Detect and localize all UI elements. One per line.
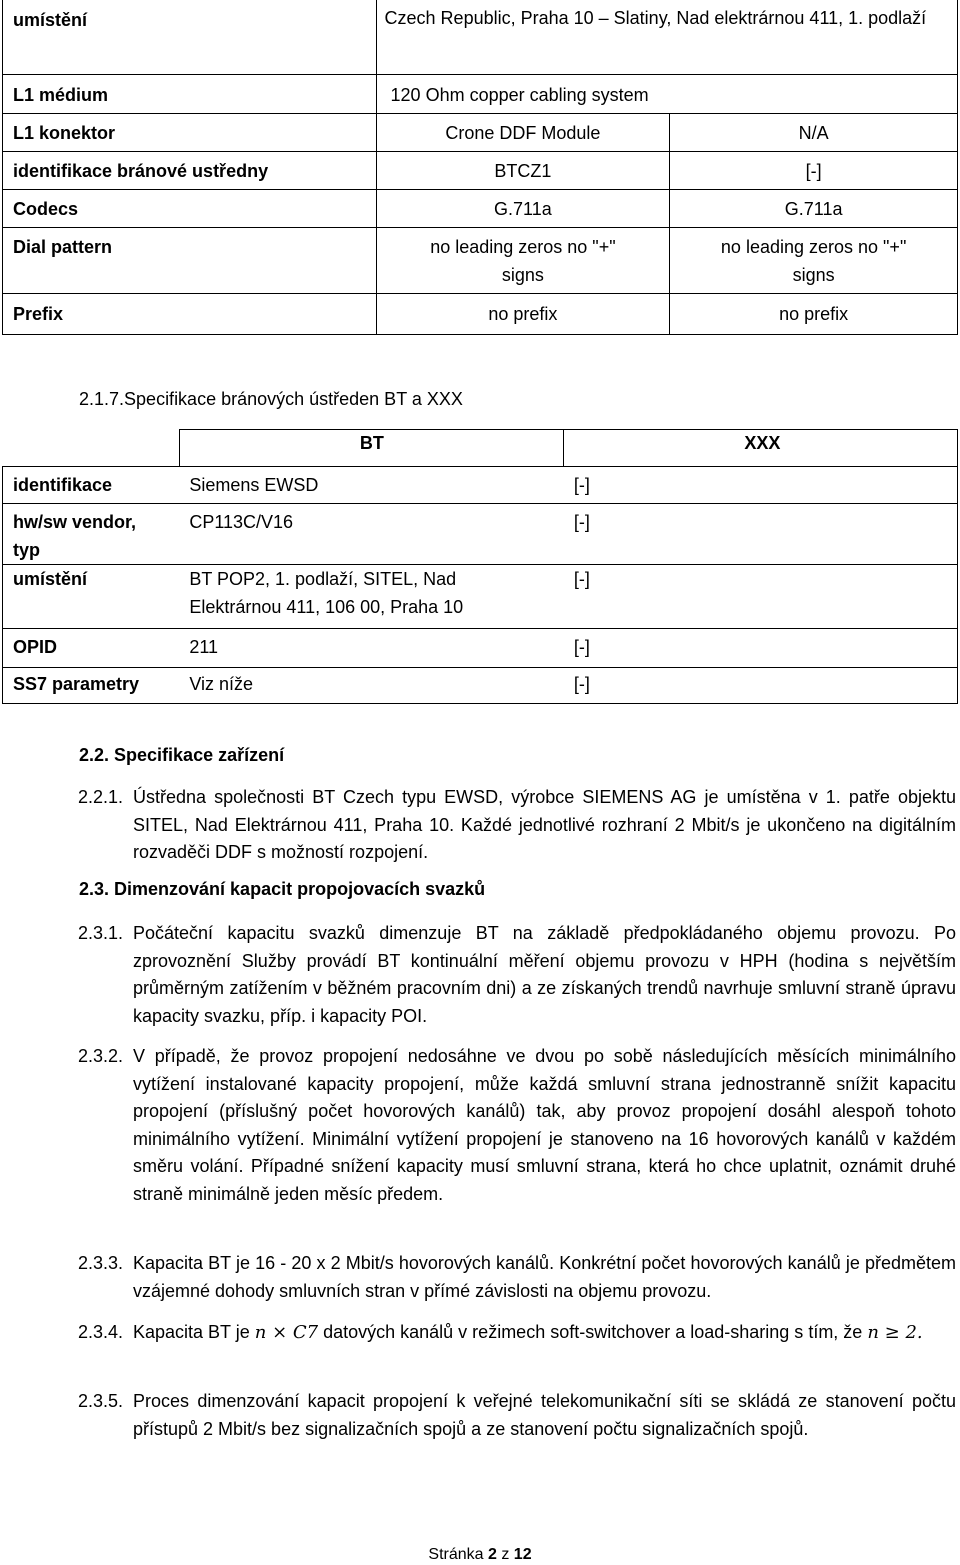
vendor-bt: CP113C/V16 [179, 504, 564, 565]
medium-value: 120 Ohm copper cabling system [376, 75, 957, 114]
row-label: Codecs [3, 190, 377, 228]
paragraph-233 [78, 1250, 956, 1305]
connector-other: N/A [670, 114, 958, 152]
section-heading-22: 2.2. Specifikace zařízení [79, 745, 285, 765]
paragraph-235 [78, 1388, 956, 1443]
paragraph-number: 2.3.1. [78, 923, 124, 943]
paragraph-234 [78, 1319, 956, 1347]
row-label: umístění [3, 0, 377, 75]
section-heading-217: 2.1.7.Specifikace bránových ústředen BT a XXX [79, 389, 463, 409]
header-bt: BT [179, 430, 564, 467]
math-expression: n ≥ 2. [867, 1322, 923, 1343]
row-label: hw/sw vendor, typ [3, 504, 180, 565]
id-bt: Siemens EWSD [179, 467, 564, 504]
row-label: SS7 parametry [3, 668, 180, 704]
row-label: OPID [3, 629, 180, 668]
dial-pattern-bt: no leading zeros no "+" signs [376, 228, 670, 294]
row-label: Prefix [3, 294, 377, 335]
section-heading-23: 2.3. Dimenzování kapacit propojovacích svazků [79, 879, 486, 899]
paragraph-text: V případě, že provoz propojení nedosáhne ve dvou po sobě následujících měsících minimálního vytížení instalované kapacity propojení, může každá smluvní strana jednostranně snížit kapacitu propojení (příslušný počet hovorových kanálů) tak, aby provoz propojení dosáhl alespoň tohoto minimálního vytížení. Minimální vytížení propojení je stanoveno na 16 hovorových kanálů v každém směru volání. Případné snížení kapacity musí smluvní strana, která ho chce uplatnit, oznámit druhé straně minimálně jeden měsíc předem. [133, 1046, 956, 1204]
gateway-spec-table [2, 429, 958, 704]
connector-bt: Crone DDF Module [376, 114, 670, 152]
paragraph-231 [78, 920, 956, 1030]
row-label: L1 konektor [3, 114, 377, 152]
opid-xxx: [-] [564, 629, 958, 668]
ss7-xxx: [-] [564, 668, 958, 704]
interconnect-table [2, 0, 958, 335]
dial-pattern-other: no leading zeros no "+" signs [670, 228, 958, 294]
paragraph-232 [78, 1043, 956, 1208]
vendor-xxx: [-] [564, 504, 958, 565]
current-page: 2 [488, 1546, 497, 1563]
codec-bt: G.711a [376, 190, 670, 228]
paragraph-text [133, 1319, 956, 1347]
row-label: L1 médium [3, 75, 377, 114]
text-part: Kapacita BT je [133, 1322, 255, 1342]
header-xxx: XXX [564, 430, 958, 467]
paragraph-number: 2.3.3. [78, 1253, 124, 1273]
row-label: Dial pattern [3, 228, 377, 294]
gateway-id-bt: BTCZ1 [376, 152, 670, 190]
page-footer [0, 1546, 960, 1564]
gateway-id-other: [-] [670, 152, 958, 190]
paragraph-number: 2.3.4. [78, 1322, 124, 1342]
id-xxx: [-] [564, 467, 958, 504]
prefix-other: no prefix [670, 294, 958, 335]
paragraph-text: Ústředna společnosti BT Czech typu EWSD, výrobce SIEMENS AG je umístěna v 1. patře objektu SITEL, Nad Elektrárnou 411, Praha 10. Každé jednotlivé rozhraní 2 Mbit/s je ukončeno na digitálním rozvaděči DDF s možností rozpojení. [133, 787, 956, 862]
paragraph-221 [78, 784, 956, 867]
codec-other: G.711a [670, 190, 958, 228]
empty-corner [3, 430, 180, 467]
paragraph-number: 2.3.2. [78, 1046, 124, 1066]
row-label: identifikace bránové ustředny [3, 152, 377, 190]
location-bt: BT POP2, 1. podlaží, SITEL, Nad Elektrárnou 411, 106 00, Praha 10 [179, 565, 564, 629]
location-value: Czech Republic, Praha 10 – Slatiny, Nad elektrárnou 411, 1. podlaží [376, 0, 957, 75]
text-part: datových kanálů v režimech soft-switchover a load-sharing s tím, že [318, 1322, 868, 1342]
math-expression: n × C7 [254, 1322, 319, 1343]
paragraph-number: 2.2.1. [78, 787, 124, 807]
row-label: umístění [3, 565, 180, 629]
ss7-bt: Viz níže [179, 668, 564, 704]
total-pages: 12 [513, 1546, 532, 1563]
paragraph-text: Počáteční kapacitu svazků dimenzuje BT na základě předpokládaného objemu provozu. Po zprovoznění Služby provádí BT kontinuální měření objemu provozu v HPH (hodina s největším průměrným zatížením v běžném pracovním dni) a ze získaných trendů navrhuje smluvní straně úpravu kapacity svazku, příp. i kapacity POI. [133, 923, 956, 1026]
location-xxx: [-] [564, 565, 958, 629]
footer-prefix: Stránka [428, 1546, 488, 1563]
opid-bt: 211 [179, 629, 564, 668]
paragraph-number: 2.3.5. [78, 1391, 124, 1411]
paragraph-text: Proces dimenzování kapacit propojení k veřejné telekomunikační síti se skládá ze stanovení počtu přístupů 2 Mbit/s bez signalizačních spojů a ze stanovení počtu signalizačních spojů. [133, 1391, 956, 1439]
footer-sep: z [496, 1546, 514, 1563]
row-label: identifikace [3, 467, 180, 504]
prefix-bt: no prefix [376, 294, 670, 335]
paragraph-text: Kapacita BT je 16 - 20 x 2 Mbit/s hovorových kanálů. Konkrétní počet hovorových kanálů je předmětem vzájemné dohody smluvních stran v přímé závislosti na objemu provozu. [133, 1253, 956, 1301]
